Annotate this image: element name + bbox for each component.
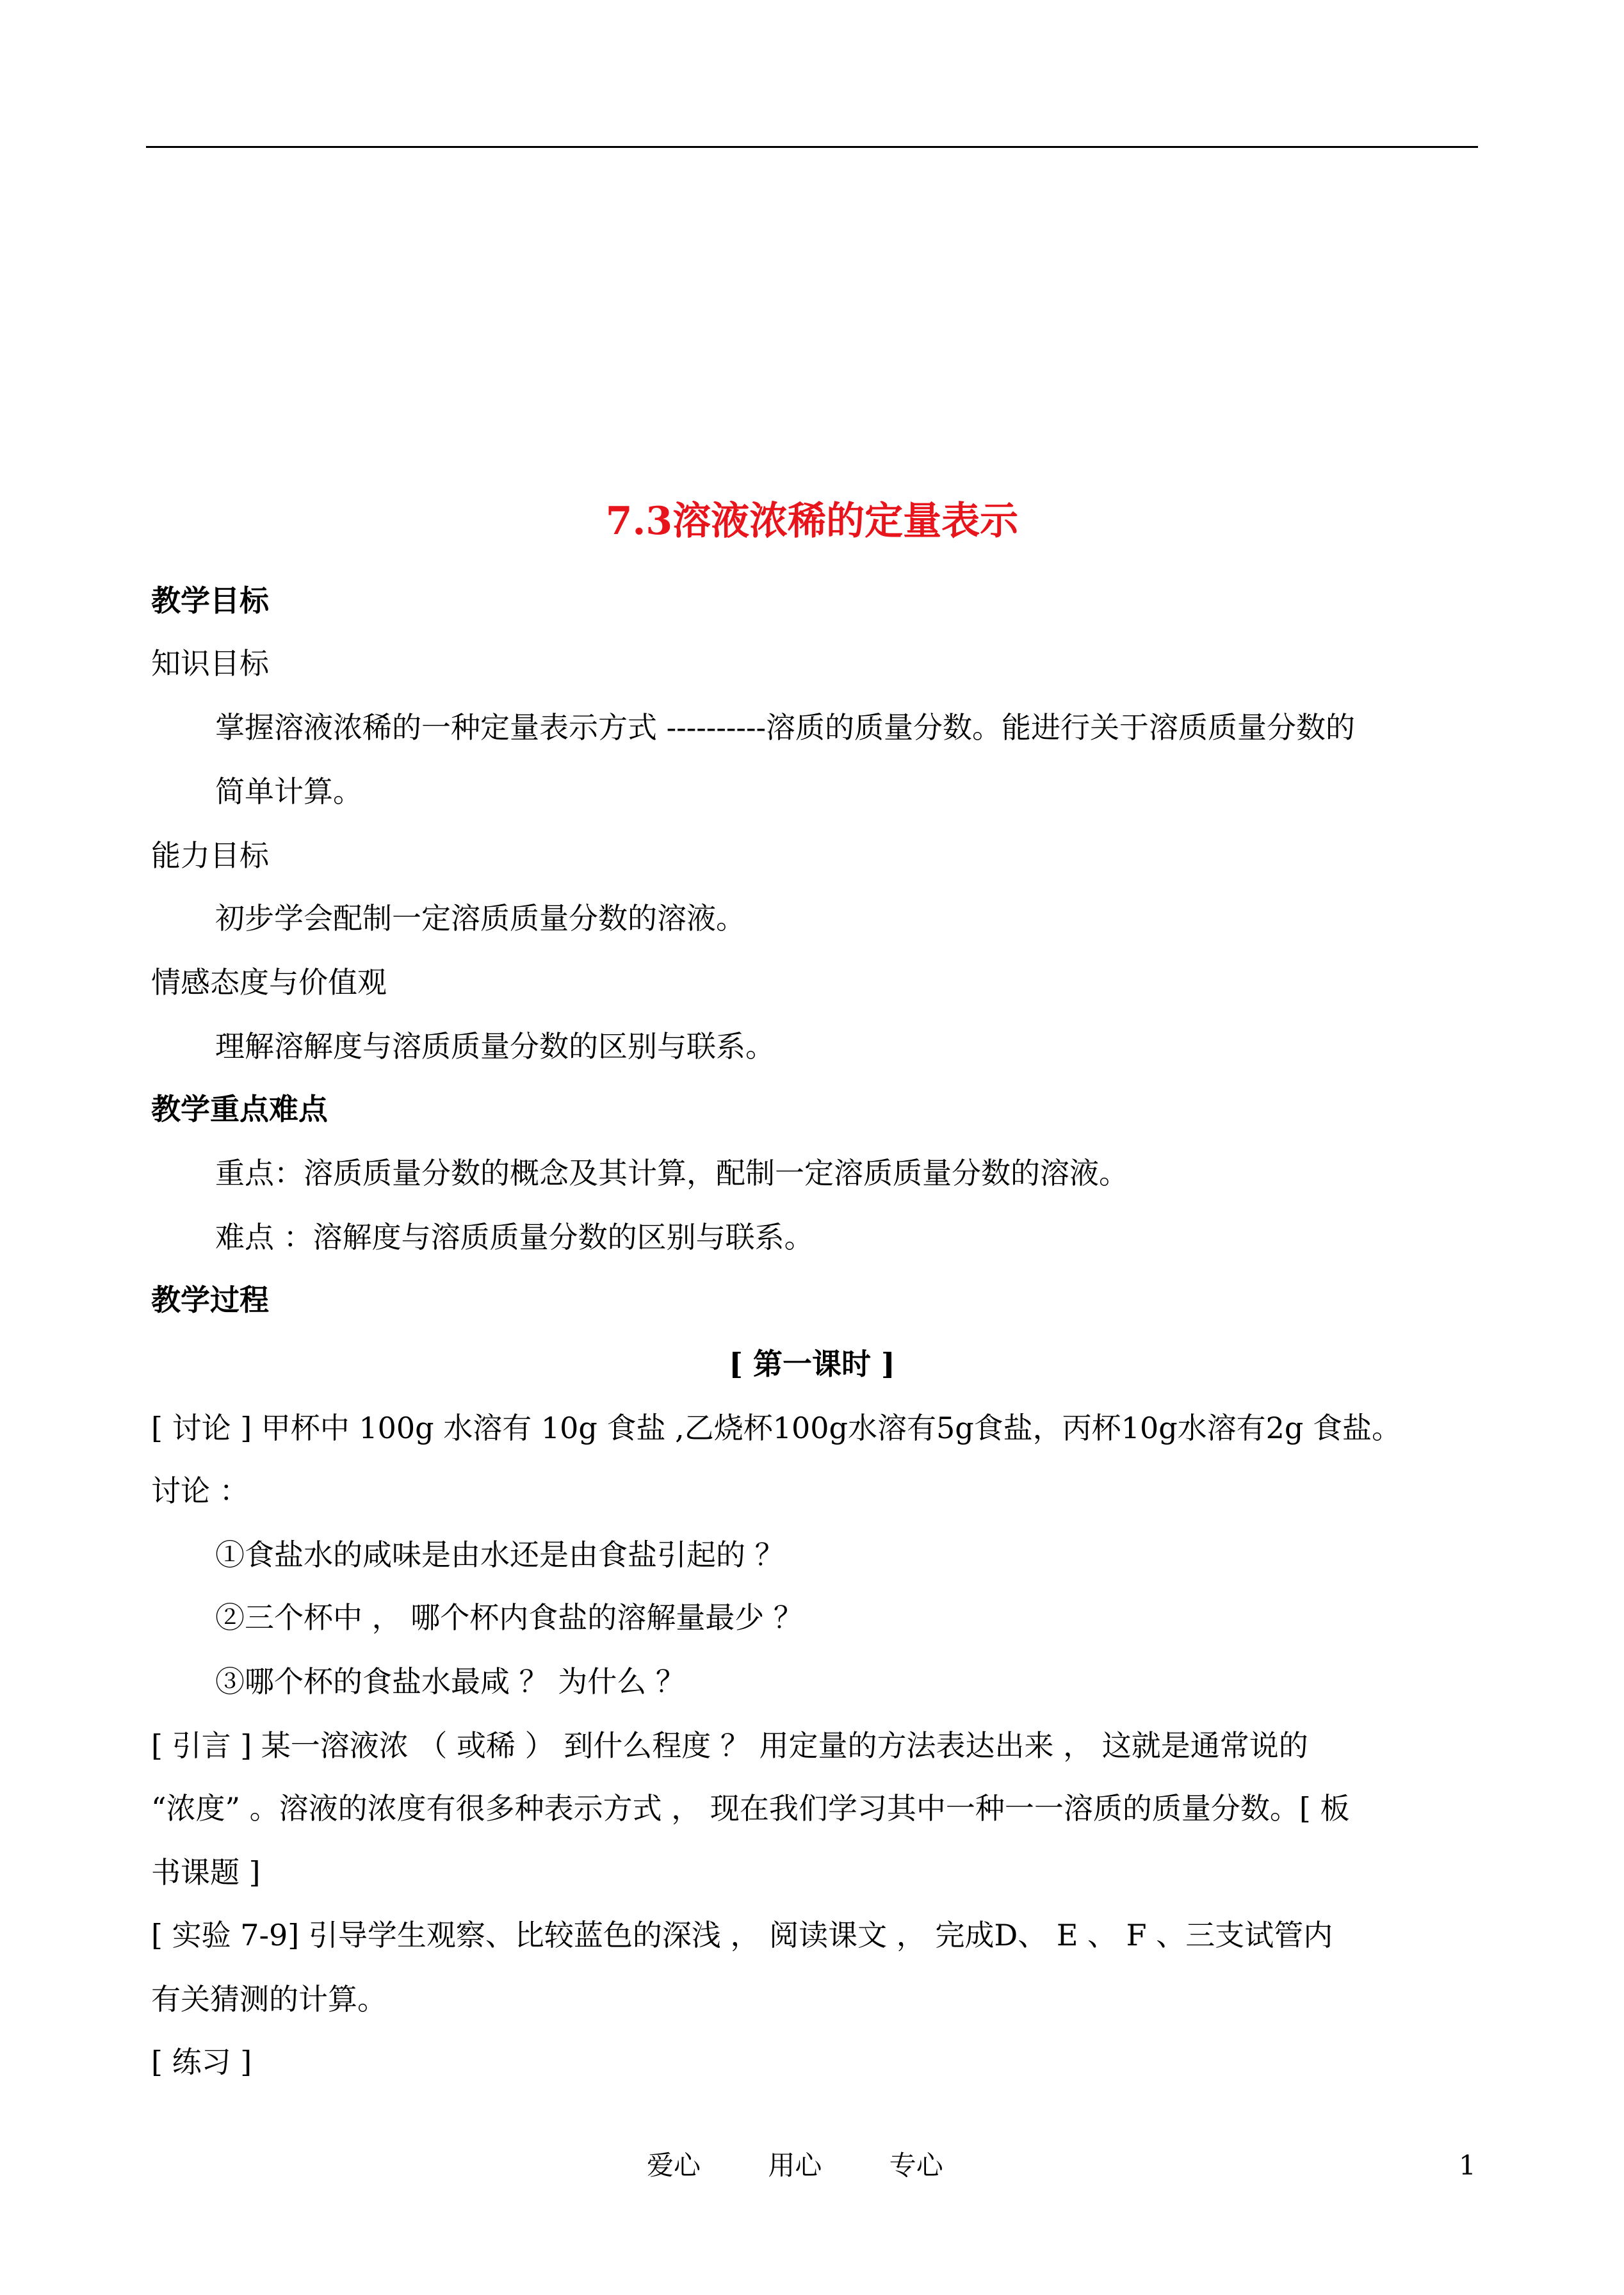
subheading-attitude-values: 情感态度与价值观 bbox=[151, 965, 387, 1000]
paragraph-line: 难点 ：溶解度与溶质质量分数的区别与联系。 bbox=[215, 1220, 814, 1254]
paragraph-line: “浓度” 。溶液的浓度有很多种表示方式 ， 现在我们学习其中一种一一溶质的质量分数。[ 板 bbox=[151, 1791, 1350, 1826]
header-rule bbox=[146, 146, 1478, 148]
paragraph-line: [ 实验 7-9] 引导学生观察、比较蓝色的深浅 ， 阅读课文 ， 完成D、 E 、 F 、三支试管内 bbox=[151, 1918, 1333, 1952]
heading-teaching-process: 教学过程 bbox=[151, 1283, 269, 1317]
list-item: ③哪个杯的食盐水最咸 ？ 为什么 ？ bbox=[215, 1664, 685, 1699]
paragraph-line: 掌握溶液浓稀的一种定量表示方式 ----------溶质的质量分数。能进行关于溶质质量分数的 bbox=[215, 710, 1356, 745]
paragraph-line: 初步学会配制一定溶质质量分数的溶液。 bbox=[215, 901, 745, 936]
paragraph-line: 有关猜测的计算。 bbox=[151, 1982, 387, 2016]
paragraph-line: 理解溶解度与溶质质量分数的区别与联系。 bbox=[215, 1029, 775, 1064]
footer-mottos bbox=[647, 2148, 943, 2184]
paragraph-line: [ 引言 ] 某一溶液浓 （ 或稀 ） 到什么程度 ？ 用定量的方法表达出来 ， 这就是通常说的 bbox=[151, 1728, 1308, 1763]
heading-key-difficult-points: 教学重点难点 bbox=[151, 1092, 328, 1126]
paragraph-line: 简单计算。 bbox=[215, 774, 362, 809]
subheading-ability-goals: 能力目标 bbox=[151, 838, 269, 873]
footer-motto: 专心 bbox=[889, 2150, 943, 2181]
list-item: ②三个杯中 ， 哪个杯内食盐的溶解量最少 ？ bbox=[215, 1600, 803, 1635]
paragraph-line: 书课题 ] bbox=[151, 1855, 261, 1890]
paragraph-line: 重点：溶质质量分数的概念及其计算，配制一定溶质质量分数的溶液。 bbox=[215, 1156, 1128, 1190]
page-number: 1 bbox=[1459, 2150, 1476, 2181]
heading-teaching-goals: 教学目标 bbox=[151, 583, 269, 618]
section-first-lesson: [ 第一课时 ] bbox=[729, 1347, 895, 1381]
list-item: ①食盐水的咸味是由水还是由食盐引起的 ？ bbox=[215, 1537, 784, 1572]
paragraph-line: [ 讨论 ] 甲杯中 100g 水溶有 10g 食盐 ,乙烧杯100g水溶有5g食盐，丙杯10g水溶有2g 食盐。 bbox=[151, 1411, 1401, 1445]
subheading-knowledge-goals: 知识目标 bbox=[151, 646, 269, 681]
document-title: 7.3溶液浓稀的定量表示 bbox=[605, 499, 1019, 544]
paragraph-line: 讨论 ： bbox=[151, 1473, 249, 1508]
paragraph-line: [ 练习 ] bbox=[151, 2045, 252, 2079]
footer-motto: 爱心 bbox=[647, 2150, 701, 2181]
footer-motto: 用心 bbox=[768, 2150, 822, 2181]
